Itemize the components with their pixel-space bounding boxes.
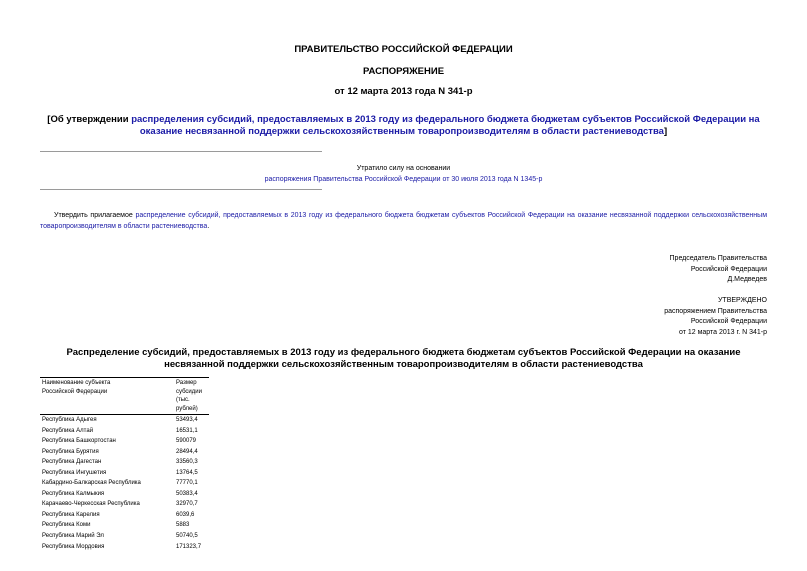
subsidy-value: 13764,5	[176, 469, 198, 476]
table-row	[40, 457, 209, 468]
table-row	[40, 468, 209, 479]
government-heading: ПРАВИТЕЛЬСТВО РОССИЙСКОЙ ФЕДЕРАЦИИ	[294, 44, 513, 55]
approve-suffix: .	[207, 222, 210, 230]
table-row	[40, 489, 209, 500]
signature-position: Председатель Правительства	[669, 255, 767, 262]
table-header-region: Наименование субъекта Российской Федерации	[40, 378, 174, 415]
region-name: Карачаево-Черкесская Республика	[42, 501, 140, 508]
approve-prefix: Утвердить прилагаемое	[54, 212, 136, 219]
lost-force-note: Утратило силу на основании	[356, 165, 451, 172]
region-name: Республика Марий Эл	[42, 533, 104, 540]
table-row	[40, 478, 209, 489]
region-name: Республика Башкортостан	[42, 438, 116, 445]
region-name: Республика Калмыкия	[42, 490, 105, 497]
subsidy-value: 33560,3	[176, 459, 198, 466]
subsidy-value: 28494,4	[176, 448, 198, 455]
approve-paragraph	[40, 211, 767, 232]
subsidy-value: 53493,4	[176, 417, 198, 423]
subsidy-value: 50383,4	[176, 490, 198, 497]
table-header-amount: Размер субсидии (тыс. рублей)	[174, 378, 209, 415]
signature-name: Д.Медведев	[727, 276, 767, 284]
divider-bottom	[40, 189, 322, 190]
table-row	[40, 510, 209, 521]
approved-block	[467, 296, 767, 338]
region-name: Кабардино-Балкарская Республика	[42, 480, 141, 487]
title-bracket-open: [Об утверждении	[47, 114, 132, 125]
document-date-number: от 12 марта 2013 года N 341-р	[334, 86, 473, 97]
subsidy-value: 6039,6	[176, 511, 195, 518]
table-title: Распределение субсидий, предоставляемых в 2013 году из федерального бюджета бюджетам субъектов Российской Федерации на оказание несвязанной поддержки сельскохозяйственным товаропроизводителям в области растениеводства	[66, 347, 741, 370]
subsidy-value: 5883	[176, 522, 190, 529]
subsidy-value: 32970,7	[176, 501, 198, 508]
table-row	[40, 436, 209, 447]
region-name: Республика Дагестан	[42, 459, 102, 466]
table-row	[40, 415, 209, 426]
signature-block	[467, 254, 767, 286]
region-name: Республика Ингушетия	[42, 469, 107, 476]
table-row	[40, 542, 209, 553]
table-row	[40, 520, 209, 531]
title-bracket-close: ]	[663, 126, 668, 137]
subsidy-table	[40, 377, 209, 552]
divider-top	[40, 151, 322, 152]
lost-force-link[interactable]: распоряжения Правительства Российской Федерации от 30 июля 2013 года N 1345-р	[264, 176, 543, 183]
approved-by: распоряжением Правительства	[664, 307, 767, 315]
subsidy-value: 171323,7	[176, 543, 202, 550]
table-row	[40, 499, 209, 510]
subsidy-value: 50740,5	[176, 533, 198, 540]
region-name: Республика Карелия	[42, 511, 100, 518]
subsidy-value: 590079	[176, 438, 197, 445]
approved-date: от 12 марта 2013 г. N 341-р	[678, 328, 767, 336]
subsidy-value: 77770,1	[176, 480, 198, 487]
document-type-heading: РАСПОРЯЖЕНИЕ	[362, 66, 445, 77]
table-row	[40, 426, 209, 437]
table-row	[40, 447, 209, 458]
region-name: Республика Мордовия	[42, 543, 105, 550]
approve-link[interactable]: распределение субсидий, предоставляемых в 2013 году из федерального бюджета бюджетам субъектов Российской Федерации на оказание несвязанной поддержки сельскохозяйственным товаропроизводителям в области растениеводства	[40, 212, 768, 230]
approved-label: УТВЕРЖДЕНО	[717, 297, 767, 304]
document-title	[40, 114, 767, 138]
table-row	[40, 531, 209, 542]
signature-country: Российской Федерации	[690, 265, 767, 273]
table-header-row	[40, 378, 209, 415]
region-name: Республика Алтай	[42, 427, 94, 434]
title-link[interactable]: распределения субсидий, предоставляемых в 2013 году из федерального бюджета бюджетам субъектов Российской Федерации на оказание несвязанной поддержки сельскохозяйственным товаропроизводителям в области растениеводства	[131, 114, 760, 137]
approved-country: Российской Федерации	[690, 318, 767, 326]
subsidy-value: 16531,1	[176, 427, 198, 434]
region-name: Республика Коми	[42, 522, 91, 529]
region-name: Республика Адыгея	[42, 417, 97, 423]
region-name: Республика Бурятия	[42, 448, 99, 455]
